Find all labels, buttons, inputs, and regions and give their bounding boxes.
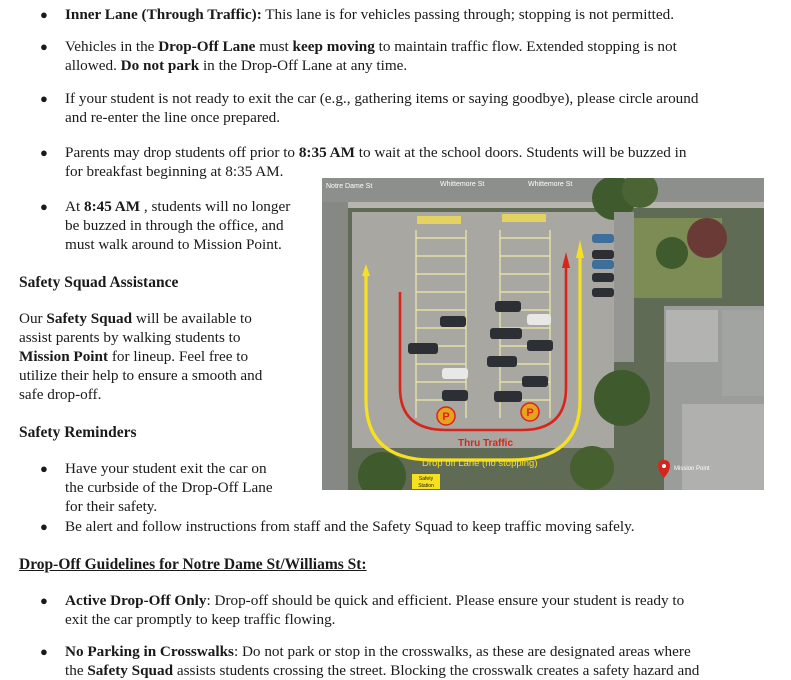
bullet-dot: ●: [40, 461, 48, 476]
street-label-left: Notre Dame St: [326, 183, 373, 190]
bullet-dot: ●: [40, 91, 48, 106]
street-label-top-right: Whittemore St: [528, 181, 573, 188]
safety-squad-paragraph: Our Safety Squad will be available to assist parents by walking students to Mission Point for lineup. Feel free to utilize their help to ensure a smooth and safe drop-off.: [19, 310, 263, 403]
bullet-breakfast: Parents may drop students off prior to 8:35 AM to wait at the school doors. Students will be buzzed in for breakfast beginning at 8:35 AM.: [65, 144, 687, 180]
guideline-no-parking: No Parking in Crosswalks: Do not park or stop in the crosswalks, as these are designated areas where the Safety Squad assists students crossing the street. Blocking the crosswalk creates a safety hazard and: [65, 643, 700, 679]
street-label-top: Whittemore St: [440, 181, 485, 188]
reminder-curbside: Have your student exit the car on the curbside of the Drop-Off Lane for their safety.: [65, 460, 273, 515]
thru-traffic-label: Thru Traffic: [458, 438, 514, 449]
safety-squad-heading: Safety Squad Assistance: [19, 274, 179, 291]
bullet-845: At 8:45 AM , students will no longer be buzzed in through the office, and must walk around to Mission Point.: [65, 198, 291, 253]
guideline-active-dropoff: Active Drop-Off Only: Drop-off should be quick and efficient. Please ensure your student is ready to exit the car promptly to keep traffic flowing.: [65, 592, 685, 628]
pin-label: Mission Point: [674, 466, 710, 472]
safety-station-label-2: Station: [418, 483, 434, 489]
bullet-inner-lane: Inner Lane (Through Traffic): This lane is for vehicles passing through; stopping is not permitted.: [65, 6, 675, 23]
bullet-circle-around: If your student is not ready to exit the car (e.g., gathering items or saying goodbye), please circle around and re-enter the line once prepared.: [65, 90, 699, 126]
safety-station-label-1: Safety: [418, 476, 434, 482]
parking-lot: [352, 212, 614, 448]
bullet-dot: ●: [40, 199, 48, 214]
safety-reminders-heading: Safety Reminders: [19, 424, 137, 441]
bullet-dot: ●: [40, 593, 48, 608]
dropoff-aerial-map: [322, 178, 764, 490]
bullet-dot: ●: [40, 519, 48, 534]
bullet-dot: ●: [40, 39, 48, 54]
bullet-dot: ●: [40, 7, 48, 22]
parking-marker-label: P: [442, 411, 450, 423]
bullet-dot: ●: [40, 145, 48, 160]
reminder-alert: Be alert and follow instructions from staff and the Safety Squad to keep traffic moving safely.: [65, 518, 635, 535]
bullet-dot: ●: [40, 644, 48, 659]
left-street: [322, 202, 348, 490]
guidelines-heading: Drop-Off Guidelines for Notre Dame St/Williams St:: [19, 556, 367, 573]
parking-marker-label: P: [526, 407, 534, 419]
bullet-keep-moving: Vehicles in the Drop-Off Lane must keep moving to maintain traffic flow. Extended stopping is not allowed. Do not park in the Drop-Off Lane at any time.: [65, 38, 677, 74]
dropoff-lane-label: Drop off Lane (no stopping): [422, 458, 538, 469]
